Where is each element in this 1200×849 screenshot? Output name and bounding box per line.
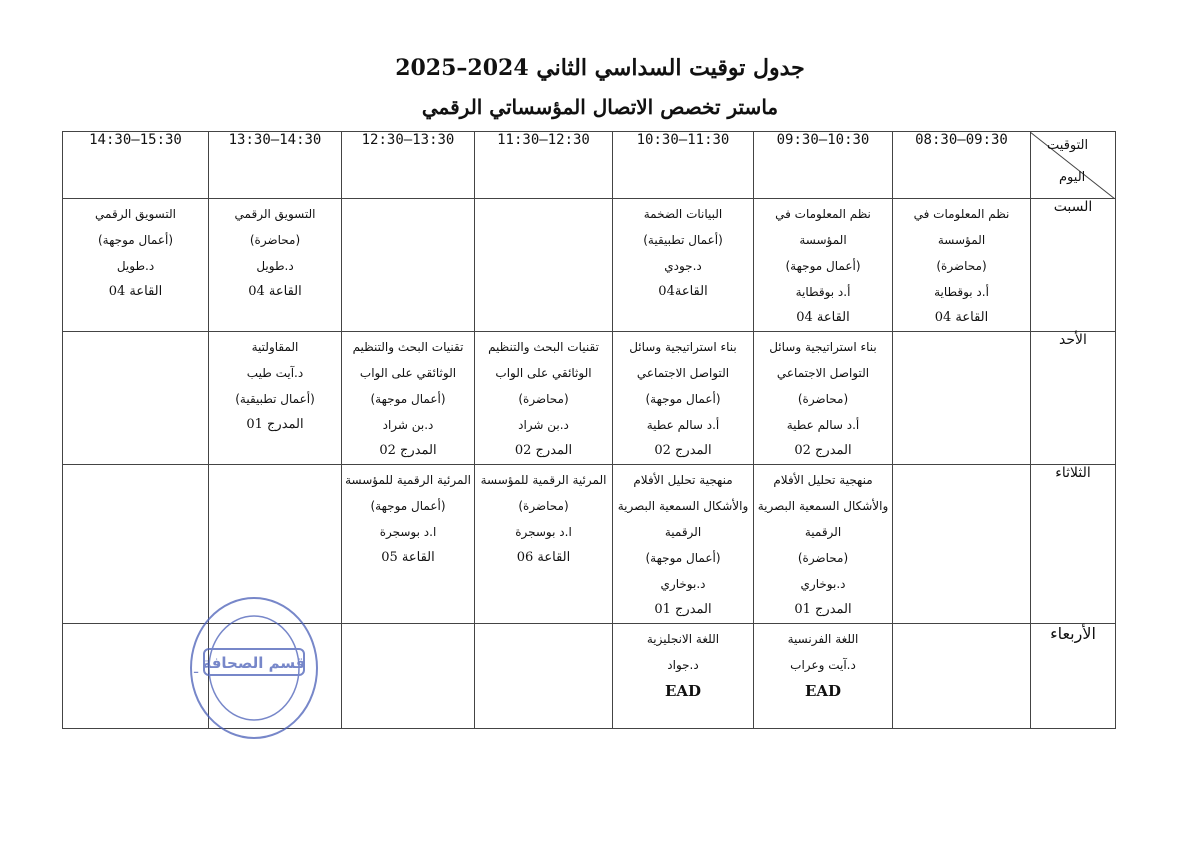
session-line: الرقمية <box>804 525 842 539</box>
session-line: القاعة04 <box>658 284 708 299</box>
corner-time-label: التوقيت <box>1047 138 1089 153</box>
slot-header: 10:30–09:30 <box>754 132 893 199</box>
session-line: الرقمية <box>664 525 702 539</box>
corner-day-label: اليوم <box>1059 170 1086 185</box>
empty-cell <box>342 624 475 729</box>
session-line: القاعة 05 <box>381 550 435 565</box>
session-line: د.طويل <box>116 259 155 273</box>
session-line: (أعمال موجهة) <box>645 392 721 406</box>
empty-cell <box>63 332 209 465</box>
day-row-sunday <box>63 332 1116 465</box>
session-cell <box>754 332 893 465</box>
slot-header: 11:30–10:30 <box>613 132 754 199</box>
session-content <box>475 465 612 571</box>
session-line: (أعمال موجهة) <box>98 233 173 247</box>
session-cell <box>63 199 209 332</box>
slot-header: 15:30–14:30 <box>63 132 209 199</box>
session-line: (محاضرة) <box>249 233 301 247</box>
session-content <box>63 332 208 334</box>
session-content <box>475 332 612 464</box>
session-line: التواصل الاجتماعي <box>776 366 870 380</box>
empty-cell <box>475 199 613 332</box>
session-line: منهجية تحليل الأفلام <box>773 473 873 487</box>
session-content <box>63 199 208 305</box>
session-line: منهجية تحليل الأفلام <box>633 473 733 487</box>
session-line: القاعة 06 <box>516 550 571 565</box>
session-content <box>613 465 753 623</box>
session-line: القاعة 04 <box>934 310 989 325</box>
session-line: المقاولتية <box>251 340 299 354</box>
session-line: د.طويل <box>256 259 294 273</box>
session-line: (محاضرة) <box>936 259 987 273</box>
session-line: المرئية الرقمية للمؤسسة <box>480 473 607 487</box>
session-line: القاعة 04 <box>108 284 163 299</box>
session-cell <box>754 624 893 729</box>
session-content <box>342 199 474 201</box>
session-cell <box>613 199 754 332</box>
page-subtitle: ماستر تخصص الاتصال المؤسساتي الرقمي <box>421 95 779 119</box>
session-line: أ.د سالم عطية <box>786 418 860 432</box>
corner-cell <box>1031 132 1116 199</box>
session-line: (محاضرة) <box>518 499 569 513</box>
session-content <box>613 624 753 704</box>
session-content <box>754 465 892 623</box>
session-line: المدرج 01 <box>794 602 852 617</box>
session-line: اللغة الانجليزية <box>646 632 720 646</box>
session-line: تقنيات البحث والتنظيم <box>352 340 464 354</box>
session-line: أ.د بوقطاية <box>934 285 989 299</box>
session-line: ا.د بوسجرة <box>379 525 437 539</box>
session-line: (أعمال موجهة) <box>645 551 721 565</box>
session-line: ا.د بوسجرة <box>515 525 572 539</box>
session-cell <box>613 465 754 624</box>
session-line: التواصل الاجتماعي <box>636 366 730 380</box>
session-line: البيانات الضخمة <box>643 207 723 221</box>
header-row <box>63 132 1116 199</box>
session-content <box>893 465 1030 467</box>
empty-cell <box>475 624 613 729</box>
session-line: الوثائقي على الواب <box>495 366 592 380</box>
day-label: الأربعاء <box>1031 624 1116 729</box>
slot-header: 13:30–12:30 <box>342 132 475 199</box>
session-line: (أعمال موجهة) <box>370 499 446 513</box>
session-content <box>893 624 1030 626</box>
page-title: جدول توقيت السداسي الثاني 2024–2025 <box>395 55 805 81</box>
session-line: المدرج 01 <box>246 417 304 432</box>
session-line: د.بوخاري <box>800 577 846 591</box>
session-content <box>754 332 892 464</box>
session-content <box>209 332 341 438</box>
session-line: المرئية الرقمية للمؤسسة <box>345 473 471 487</box>
session-content <box>754 624 892 704</box>
session-line: EAD <box>664 682 702 700</box>
session-cell <box>613 624 754 729</box>
session-line: المدرج 02 <box>379 443 437 458</box>
session-line: د.آيت وعراب <box>790 658 856 672</box>
session-line: د.جودي <box>664 259 702 273</box>
day-label: السبت <box>1031 199 1116 332</box>
empty-cell <box>893 465 1031 624</box>
stamp-mark: ـ <box>194 661 199 677</box>
session-line: القاعة 04 <box>248 284 302 299</box>
session-cell <box>342 465 475 624</box>
session-line: (أعمال موجهة) <box>785 259 861 273</box>
session-line: د.بن شراد <box>382 418 434 432</box>
day-label: الأحد <box>1031 332 1116 465</box>
session-cell <box>754 199 893 332</box>
session-line: بناء استراتيجية وسائل <box>629 340 737 354</box>
session-line: (أعمال تطبيقية) <box>235 392 315 406</box>
session-content <box>475 624 612 626</box>
session-content <box>209 465 341 467</box>
session-line: د.آيت طيب <box>246 366 304 380</box>
session-line: EAD <box>804 682 842 700</box>
session-cell <box>754 465 893 624</box>
session-line: د.بوخاري <box>660 577 706 591</box>
session-line: والأشكال السمعية البصرية <box>617 499 749 513</box>
session-content <box>893 332 1030 334</box>
department-stamp <box>184 593 324 743</box>
session-line: (محاضرة) <box>518 392 569 406</box>
session-line: تقنيات البحث والتنظيم <box>488 340 599 354</box>
session-line: د.بن شراد <box>518 418 569 432</box>
session-line: المدرج 01 <box>654 602 712 617</box>
session-cell <box>475 465 613 624</box>
day-label: الثلاثاء <box>1031 465 1116 624</box>
session-cell <box>893 199 1031 332</box>
session-cell <box>613 332 754 465</box>
session-line: (أعمال موجهة) <box>370 392 446 406</box>
session-line: التسويق الرقمي <box>234 207 316 221</box>
empty-cell <box>893 624 1031 729</box>
session-line: (أعمال تطبيقية) <box>643 233 723 247</box>
session-line: المدرج 02 <box>794 443 852 458</box>
session-content <box>613 199 753 305</box>
session-content <box>893 199 1030 331</box>
session-line: (محاضرة) <box>797 392 849 406</box>
session-line: والأشكال السمعية البصرية <box>757 499 889 513</box>
session-line: أ.د بوقطاية <box>795 285 851 299</box>
session-content <box>754 199 892 331</box>
session-content <box>475 199 612 201</box>
session-line: المدرج 02 <box>514 443 573 458</box>
empty-cell <box>342 199 475 332</box>
session-cell <box>342 332 475 465</box>
session-line: الوثائقي على الواب <box>359 366 457 380</box>
empty-cell <box>893 332 1031 465</box>
session-cell <box>209 199 342 332</box>
session-content <box>342 465 474 571</box>
session-line: القاعة 04 <box>796 310 850 325</box>
stamp-text: قسم الصحافة <box>202 654 306 672</box>
session-line: بناء استراتيجية وسائل <box>769 340 877 354</box>
session-content <box>613 332 753 464</box>
session-line: أ.د سالم عطية <box>646 418 720 432</box>
session-line: نظم المعلومات في المؤسسة <box>913 207 1010 247</box>
session-cell <box>475 332 613 465</box>
slot-header: 14:30–13:30 <box>209 132 342 199</box>
session-line: نظم المعلومات في المؤسسة <box>775 207 871 247</box>
session-content <box>342 332 474 464</box>
session-line: المدرج 02 <box>654 443 712 458</box>
session-content <box>209 199 341 305</box>
day-row-saturday <box>63 199 1116 332</box>
slot-header: 09:30–08:30 <box>893 132 1031 199</box>
session-line: اللغة الفرنسية <box>787 632 859 646</box>
slot-header: 12:30–11:30 <box>475 132 613 199</box>
session-line: التسويق الرقمي <box>95 207 176 221</box>
session-content <box>63 465 208 467</box>
session-line: (محاضرة) <box>797 551 849 565</box>
session-content <box>342 624 474 626</box>
session-cell <box>209 332 342 465</box>
session-line: د.جواد <box>667 658 699 672</box>
